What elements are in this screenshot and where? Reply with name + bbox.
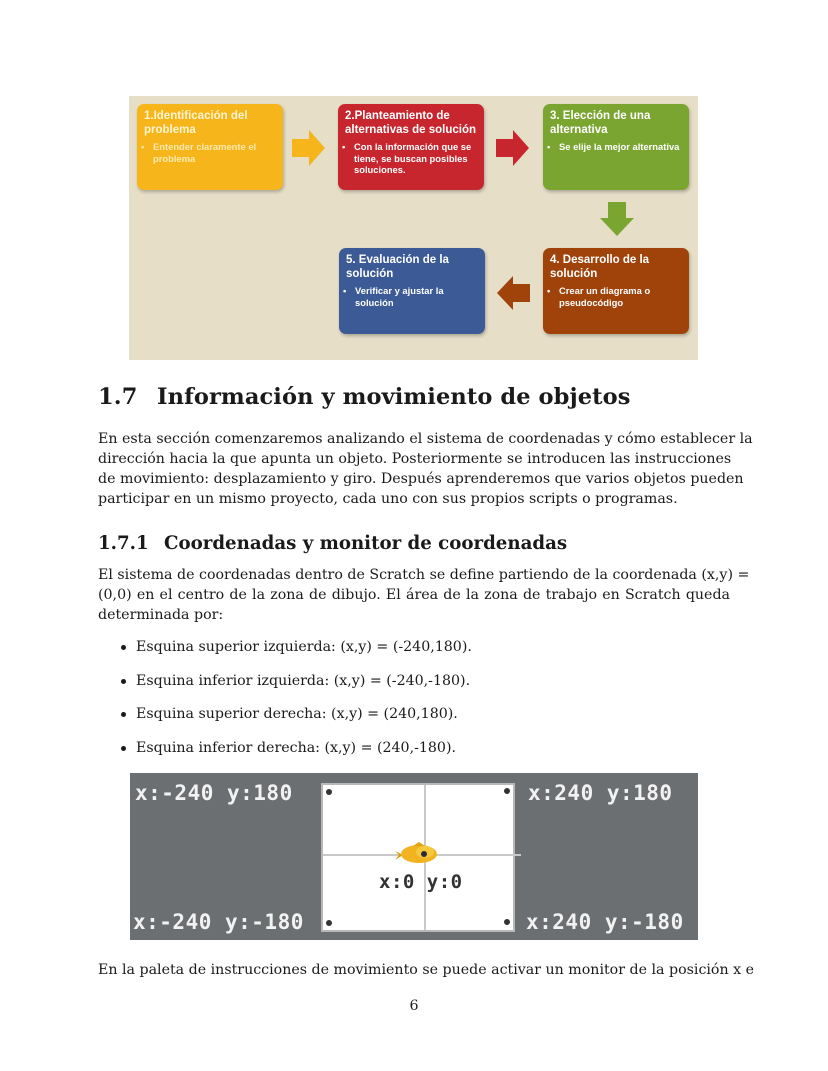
flow-step-3 xyxy=(543,104,689,190)
center-coord-label: x:0 y:0 xyxy=(379,871,463,893)
paragraph-line: En la paleta de instrucciones de movimiento se puede activar un monitor de la posición x e xyxy=(98,962,755,978)
section-number: 1.7 xyxy=(98,384,138,410)
subsection-title: Coordenadas y monitor de coordenadas xyxy=(164,533,568,554)
corner-coordinates-list xyxy=(118,637,472,771)
flow-step-bullet: • Entender claramente el problema xyxy=(144,141,276,164)
list-item: Esquina inferior izquierda: (x,y) = (-240,-180). xyxy=(118,671,472,705)
flow-step-2 xyxy=(338,104,484,190)
arrow-left-icon xyxy=(497,276,530,310)
section-title: Información y movimiento de objetos xyxy=(157,384,631,410)
flow-step-bullet: • Con la información que se tiene, se buscan posibles soluciones. xyxy=(345,141,477,176)
closing-paragraph xyxy=(98,960,755,980)
flow-step-5 xyxy=(339,248,485,334)
coord-label-top-right: x:240 y:180 xyxy=(528,781,673,805)
flow-step-title: 2.Planteamiento de alternativas de solución xyxy=(345,110,477,136)
section-paragraph xyxy=(98,429,753,509)
flow-step-title: 3. Elección de una alternativa xyxy=(550,110,651,136)
subsection-paragraph xyxy=(98,565,750,625)
corner-dot-icon xyxy=(326,789,332,795)
scratch-stage-coordinates-figure xyxy=(130,773,698,940)
page-number: 6 xyxy=(409,998,419,1014)
list-item: Esquina superior izquierda: (x,y) = (-240,180). xyxy=(118,637,472,671)
paragraph-line: En esta sección comenzaremos analizando el sistema de coordenadas y cómo establecer la xyxy=(98,431,753,447)
fish-sprite-icon xyxy=(395,842,441,866)
flow-step-bullet: • Se elije la mejor alternativa xyxy=(550,141,682,153)
flow-step-title: 5. Evaluación de la solución xyxy=(346,254,449,280)
subsection-heading xyxy=(98,533,567,554)
section-heading xyxy=(98,384,631,410)
list-item: Esquina superior derecha: (x,y) = (240,180). xyxy=(118,704,472,738)
problem-solving-flowchart xyxy=(129,96,698,360)
paragraph-line: dirección hacia la que apunta un objeto. Posteriormente se introducen las instrucciones xyxy=(98,451,732,467)
corner-dot-icon xyxy=(504,788,510,794)
corner-dot-icon xyxy=(504,919,510,925)
arrow-right-icon xyxy=(496,130,530,166)
flow-step-bullet: • Verificar y ajustar la solución xyxy=(346,285,478,308)
paragraph-line: de movimiento: desplazamiento y giro. Después aprenderemos que varios objetos pueden xyxy=(98,471,744,487)
scratch-stage xyxy=(321,783,515,932)
subsection-number: 1.7.1 xyxy=(98,533,149,554)
flow-step-title: 1.Identificación del problema xyxy=(144,110,248,136)
coord-label-top-left: x:-240 y:180 xyxy=(135,781,293,805)
flow-step-1 xyxy=(137,104,283,190)
paragraph-line: participar en un mismo proyecto, cada uno con sus propios scripts o programas. xyxy=(98,491,678,507)
flow-step-bullet: • Crear un diagrama o pseudocódigo xyxy=(550,285,682,308)
flow-step-4 xyxy=(543,248,689,334)
paragraph-line: (0,0) en el centro de la zona de dibujo. El área de la zona de trabajo en Scratch queda xyxy=(98,587,730,603)
arrow-down-icon xyxy=(600,202,634,236)
paragraph-line: El sistema de coordenadas dentro de Scratch se define partiendo de la coordenada (x,y) = xyxy=(98,567,750,583)
coord-label-bottom-left: x:-240 y:-180 xyxy=(133,910,304,934)
paragraph-line: determinada por: xyxy=(98,607,224,623)
flow-step-title: 4. Desarrollo de la solución xyxy=(550,254,650,280)
list-item: Esquina inferior derecha: (x,y) = (240,-180). xyxy=(118,738,472,772)
arrow-right-icon xyxy=(292,130,326,166)
coord-label-bottom-right: x:240 y:-180 xyxy=(526,910,684,934)
corner-dot-icon xyxy=(326,920,332,926)
